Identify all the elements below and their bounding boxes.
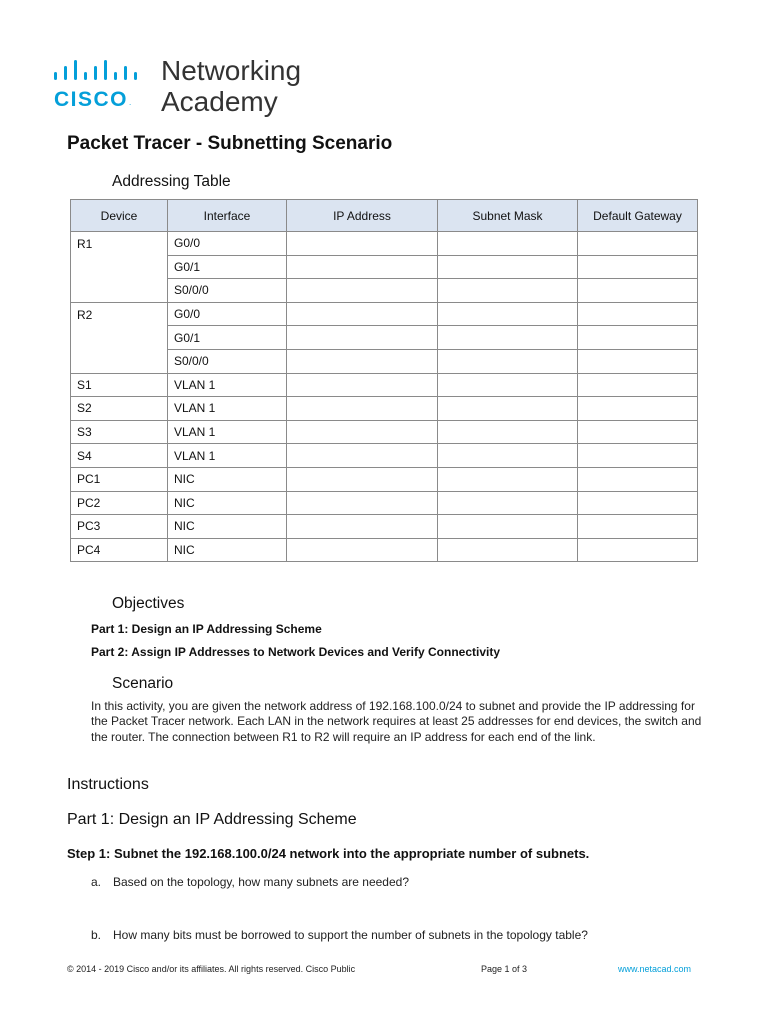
table-header-row	[71, 200, 698, 232]
question-text: How many bits must be borrowed to support the number of subnets in the topology table?	[113, 928, 588, 942]
subnet-mask-cell[interactable]	[438, 373, 578, 397]
objective-part-2: Part 2: Assign IP Addresses to Network Devices and Verify Connectivity	[91, 645, 501, 659]
ip-address-cell[interactable]	[287, 515, 438, 539]
ip-address-cell[interactable]	[287, 349, 438, 373]
ip-address-cell[interactable]	[287, 467, 438, 491]
objective-part-1: Part 1: Design an IP Addressing Scheme	[91, 622, 322, 636]
header-default-gateway: Default Gateway	[578, 200, 698, 232]
ip-address-cell[interactable]	[287, 373, 438, 397]
interface-cell: G0/1	[168, 255, 287, 279]
ip-address-cell[interactable]	[287, 232, 438, 256]
device-cell: R1	[71, 232, 168, 303]
interface-cell: G0/1	[168, 326, 287, 350]
interface-cell: S0/0/0	[168, 279, 287, 303]
header-interface: Interface	[168, 200, 287, 232]
logo-networking-text: Networking	[161, 55, 302, 86]
subnet-mask-cell[interactable]	[438, 538, 578, 562]
interface-cell: S0/0/0	[168, 349, 287, 373]
interface-cell: G0/0	[168, 302, 287, 326]
default-gateway-cell[interactable]	[578, 397, 698, 421]
table-row	[71, 232, 698, 256]
interface-cell: VLAN 1	[168, 444, 287, 468]
device-cell: PC1	[71, 467, 168, 491]
table-row	[71, 444, 698, 468]
ip-address-cell[interactable]	[287, 444, 438, 468]
ip-address-cell[interactable]	[287, 326, 438, 350]
step-1-heading: Step 1: Subnet the 192.168.100.0/24 network into the appropriate number of subnets.	[67, 846, 590, 861]
subnet-mask-cell[interactable]	[438, 255, 578, 279]
device-cell: PC4	[71, 538, 168, 562]
addressing-table-heading: Addressing Table	[112, 173, 231, 190]
question-b	[91, 928, 588, 942]
ip-address-cell[interactable]	[287, 302, 438, 326]
table-row	[71, 515, 698, 539]
cisco-wordmark: CISCO.	[54, 88, 132, 111]
footer-url-link[interactable]: www.netacad.com	[618, 964, 692, 974]
table-row	[71, 420, 698, 444]
table-row	[71, 302, 698, 326]
interface-cell: NIC	[168, 491, 287, 515]
ip-address-cell[interactable]	[287, 538, 438, 562]
table-row	[71, 373, 698, 397]
table-row	[71, 491, 698, 515]
ip-address-cell[interactable]	[287, 491, 438, 515]
cisco-bars-icon	[54, 60, 150, 84]
addressing-table	[70, 199, 698, 562]
default-gateway-cell[interactable]	[578, 279, 698, 303]
question-marker: a.	[91, 875, 102, 889]
default-gateway-cell[interactable]	[578, 420, 698, 444]
footer-page-number: Page 1 of 3	[481, 964, 528, 974]
subnet-mask-cell[interactable]	[438, 515, 578, 539]
document-title: Packet Tracer - Subnetting Scenario	[67, 133, 393, 154]
device-cell: S1	[71, 373, 168, 397]
ip-address-cell[interactable]	[287, 255, 438, 279]
device-cell: S3	[71, 420, 168, 444]
scenario-heading: Scenario	[112, 675, 174, 692]
subnet-mask-cell[interactable]	[438, 491, 578, 515]
logo-academy-text: Academy	[161, 86, 278, 117]
device-cell: S4	[71, 444, 168, 468]
subnet-mask-cell[interactable]	[438, 349, 578, 373]
ip-address-cell[interactable]	[287, 397, 438, 421]
table-row	[71, 467, 698, 491]
interface-cell: G0/0	[168, 232, 287, 256]
device-cell: S2	[71, 397, 168, 421]
subnet-mask-cell[interactable]	[438, 302, 578, 326]
default-gateway-cell[interactable]	[578, 373, 698, 397]
interface-cell: VLAN 1	[168, 420, 287, 444]
instructions-heading: Instructions	[67, 776, 149, 793]
part-1-heading: Part 1: Design an IP Addressing Scheme	[67, 811, 357, 828]
default-gateway-cell[interactable]	[578, 444, 698, 468]
footer-copyright: © 2014 - 2019 Cisco and/or its affiliates. All rights reserved. Cisco Public	[67, 964, 356, 974]
default-gateway-cell[interactable]	[578, 302, 698, 326]
device-cell: PC2	[71, 491, 168, 515]
cisco-networking-academy-logo	[54, 55, 314, 117]
subnet-mask-cell[interactable]	[438, 279, 578, 303]
default-gateway-cell[interactable]	[578, 349, 698, 373]
default-gateway-cell[interactable]	[578, 255, 698, 279]
header-device: Device	[71, 200, 168, 232]
subnet-mask-cell[interactable]	[438, 397, 578, 421]
default-gateway-cell[interactable]	[578, 232, 698, 256]
subnet-mask-cell[interactable]	[438, 444, 578, 468]
header-ip-address: IP Address	[287, 200, 438, 232]
device-cell: PC3	[71, 515, 168, 539]
ip-address-cell[interactable]	[287, 420, 438, 444]
interface-cell: NIC	[168, 538, 287, 562]
interface-cell: VLAN 1	[168, 373, 287, 397]
question-text: Based on the topology, how many subnets are needed?	[113, 875, 409, 889]
subnet-mask-cell[interactable]	[438, 467, 578, 491]
question-a	[91, 875, 409, 889]
default-gateway-cell[interactable]	[578, 467, 698, 491]
default-gateway-cell[interactable]	[578, 491, 698, 515]
subnet-mask-cell[interactable]	[438, 232, 578, 256]
default-gateway-cell[interactable]	[578, 538, 698, 562]
table-row	[71, 397, 698, 421]
objectives-heading: Objectives	[112, 595, 185, 612]
ip-address-cell[interactable]	[287, 279, 438, 303]
default-gateway-cell[interactable]	[578, 515, 698, 539]
interface-cell: NIC	[168, 467, 287, 491]
header-subnet-mask: Subnet Mask	[438, 200, 578, 232]
device-cell: R2	[71, 302, 168, 373]
subnet-mask-cell[interactable]	[438, 326, 578, 350]
question-marker: b.	[91, 928, 102, 942]
scenario-paragraph: In this activity, you are given the network address of 192.168.100.0/24 to subnet and provide the IP addressing for the Packet Tracer network. Each LAN in the network requires at least 25 addresses for end devices, the switch and the router. The connection between R1 to R2 will require an IP address for each end of the link.	[91, 699, 702, 744]
default-gateway-cell[interactable]	[578, 326, 698, 350]
interface-cell: NIC	[168, 515, 287, 539]
interface-cell: VLAN 1	[168, 397, 287, 421]
subnet-mask-cell[interactable]	[438, 420, 578, 444]
table-row	[71, 538, 698, 562]
